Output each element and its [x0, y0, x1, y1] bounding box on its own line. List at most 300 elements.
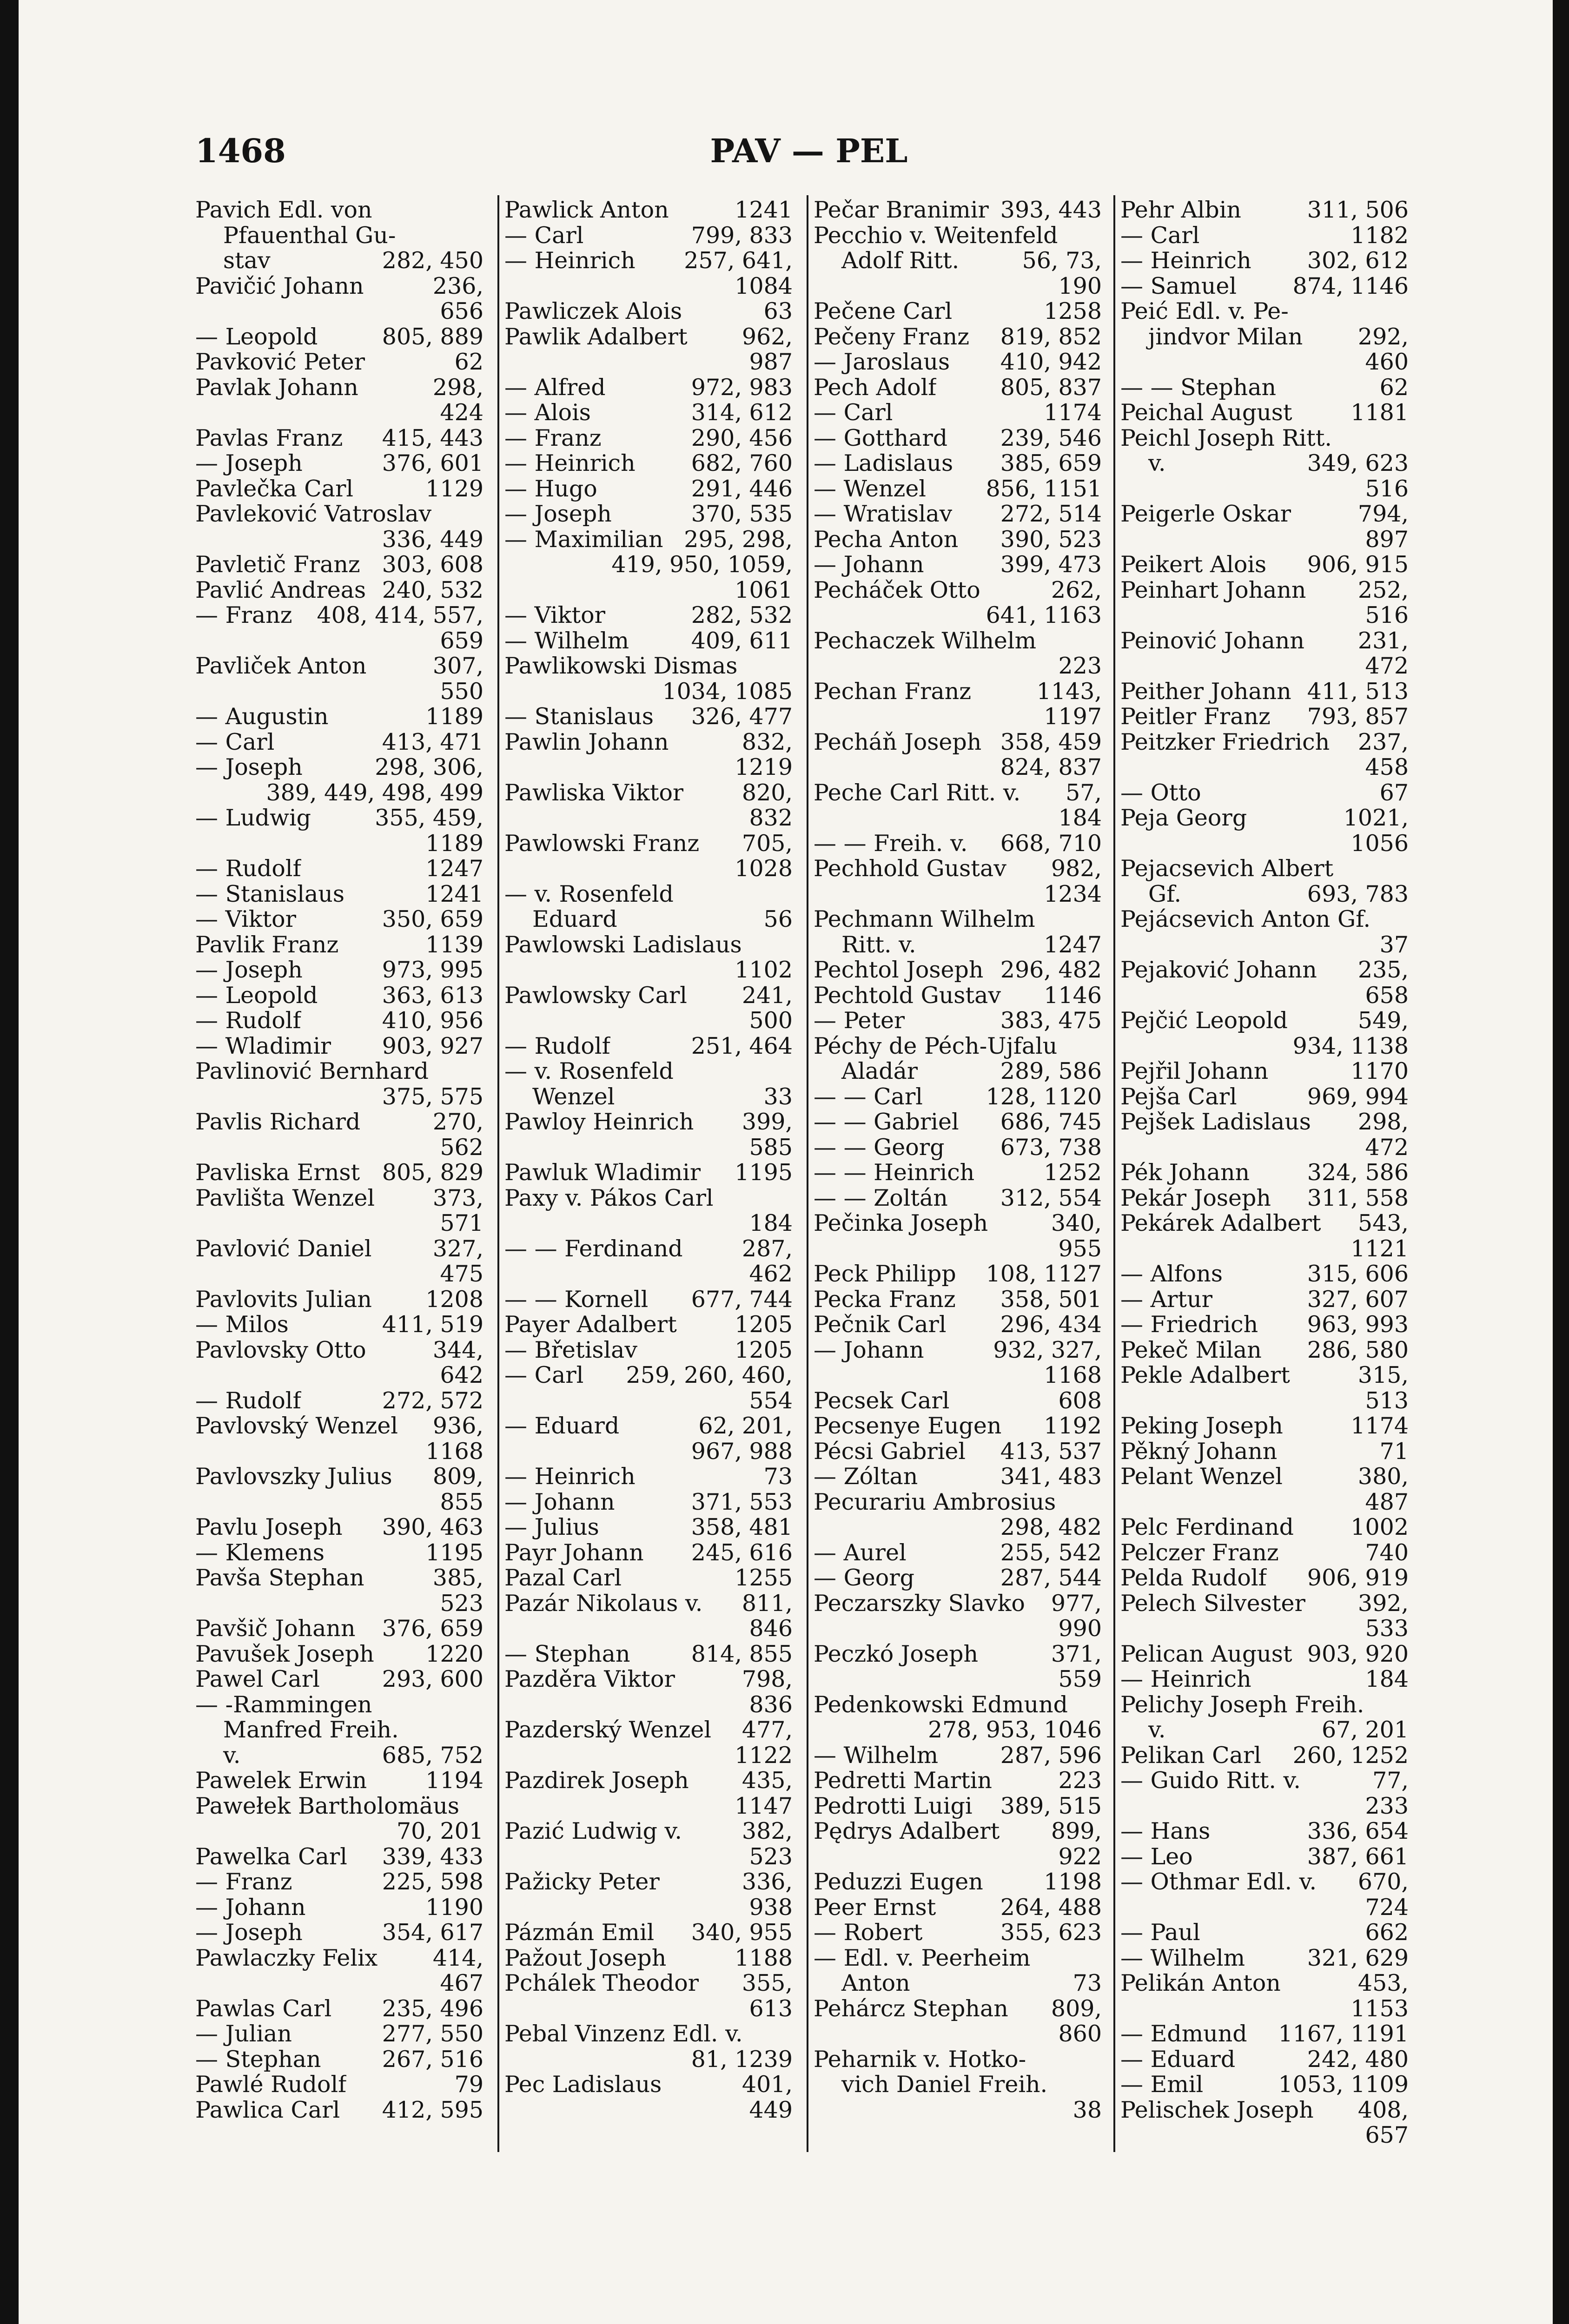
- index-entry: [814, 1287, 1102, 1313]
- index-entry: [1120, 2047, 1409, 2073]
- index-entry-name: Peitzker Friedrich: [1120, 729, 1330, 755]
- index-page-refs: 233: [1365, 1792, 1409, 1819]
- index-entry-name: Pelc Ferdinand: [1120, 1515, 1294, 1540]
- index-entry-name: — Paul: [1120, 1920, 1200, 1946]
- index-entry: [195, 1642, 483, 1667]
- index-entry: [195, 2072, 483, 2098]
- index-entry: [814, 451, 1102, 476]
- index-entry: [504, 1768, 793, 1794]
- index-entry: [195, 375, 483, 401]
- index-entry: [1120, 375, 1409, 401]
- index-entry-pages: 223: [1058, 1767, 1102, 1794]
- index-entry-name: Pawlowski Ladislaus: [504, 932, 742, 957]
- index-entry-name: Peer Ernst: [814, 1895, 936, 1920]
- index-entry-name: Pejšek Ladislaus: [1120, 1109, 1311, 1135]
- index-entry-pages: [1095, 907, 1102, 932]
- index-page-refs: 298, 482: [1000, 1514, 1102, 1540]
- index-entry-pages: 972, 983: [691, 374, 793, 401]
- index-entry-pages: [786, 2021, 793, 2047]
- index-entry-pages: 341, 483: [1000, 1463, 1102, 1490]
- index-page-refs: 38: [1072, 2096, 1102, 2123]
- index-entry: [814, 628, 1102, 654]
- index-entry: [504, 223, 793, 249]
- index-page-refs: 1153: [1351, 1995, 1409, 2022]
- index-entry: [1120, 907, 1409, 932]
- index-entry-name: — Julian: [195, 2021, 292, 2047]
- index-page-refs: 487: [1365, 1488, 1409, 1515]
- index-entry-name: Gf.: [1148, 881, 1182, 907]
- index-entry-pages: [786, 1186, 793, 1211]
- index-page-refs: 460: [1365, 349, 1409, 375]
- index-entry-name: Pawlik Adalbert: [504, 324, 688, 350]
- index-page-refs: 658: [1365, 982, 1409, 1009]
- index-entry: [1120, 1439, 1409, 1465]
- index-entry-name: — Wladimir: [195, 1033, 331, 1059]
- index-entry-name: — Wilhelm: [814, 1743, 939, 1768]
- index-entry-pages: [1402, 299, 1409, 324]
- index-entry-name: Pawlaczky Felix: [195, 1945, 378, 1971]
- index-entry-name: — Rudolf: [195, 1008, 301, 1034]
- index-entry: [1120, 1540, 1409, 1566]
- index-entry: [814, 1413, 1102, 1439]
- index-entry: [814, 1920, 1102, 1946]
- index-entry: [504, 1540, 793, 1566]
- index-entry: [1120, 1312, 1409, 1338]
- index-entry: [504, 1236, 793, 1262]
- index-entry-name: v.: [1148, 1717, 1166, 1743]
- index-entry-name: — — Zoltán: [814, 1185, 948, 1211]
- index-entry-pages: 314, 612: [691, 399, 793, 426]
- index-entry-name: Pelischek Joseph: [1120, 2097, 1314, 2123]
- index-entry: [504, 1971, 793, 1996]
- index-entry-pages: 355, 459,: [375, 805, 483, 831]
- index-entry-pages: 128, 1120: [986, 1083, 1102, 1110]
- index-entry-pages: 932, 327,: [993, 1336, 1102, 1363]
- index-entry-pages: 315,: [1357, 1362, 1409, 1388]
- index-entry-pages: 242, 480: [1307, 2046, 1409, 2073]
- index-entry-name: — — Georg: [814, 1135, 945, 1160]
- index-entry-name: Pavliček Anton: [195, 654, 367, 679]
- index-entry-name: — v. Rosenfeld: [504, 881, 674, 907]
- index-page-refs: 1147: [735, 1792, 793, 1819]
- index-entry-name: Peharnik v. Hotko-: [814, 2047, 1026, 2072]
- index-entry: [814, 1034, 1102, 1059]
- index-page-refs: 922: [1058, 1843, 1102, 1870]
- index-page-refs: 70, 201: [396, 1818, 483, 1844]
- index-entry: [504, 1160, 793, 1186]
- index-entry: [1120, 1413, 1409, 1439]
- index-entry-pages: 277, 550: [382, 2020, 483, 2047]
- index-entry: [195, 1692, 483, 1718]
- index-entry-name: Pěkný Johann: [1120, 1439, 1278, 1464]
- index-entry-pages: 63: [763, 298, 793, 324]
- index-entry: [814, 502, 1102, 527]
- index-entry-pages: 291, 446: [691, 475, 793, 502]
- index-entry-name: — Johann: [814, 552, 924, 578]
- index-entry-pages: 292,: [1357, 323, 1409, 350]
- index-entry-name: Pechtol Joseph: [814, 957, 984, 983]
- index-entry-name: Pawliczek Alois: [504, 299, 682, 324]
- index-entry: [814, 223, 1102, 249]
- index-entry-name: — Viktor: [195, 907, 297, 932]
- index-page-refs: 1061: [735, 576, 793, 603]
- index-entry-pages: 57,: [1066, 779, 1102, 806]
- index-entry-name: — Wratislav: [814, 502, 953, 527]
- index-entry-name: Pawliska Viktor: [504, 780, 684, 805]
- index-entry: [1120, 1084, 1409, 1110]
- index-entry: [814, 198, 1102, 223]
- index-entry: [195, 882, 483, 907]
- index-page-refs: 550: [440, 678, 483, 705]
- index-entry: [195, 578, 483, 603]
- index-entry: [814, 1946, 1102, 1971]
- index-page-refs: 375, 575: [382, 1083, 483, 1110]
- index-entry-name: — Aurel: [814, 1540, 907, 1565]
- index-page: [19, 0, 1553, 2324]
- index-page-refs: 659: [440, 627, 483, 654]
- index-entry-pages: 819, 852: [1000, 323, 1102, 350]
- index-entry-pages: 820,: [741, 779, 793, 806]
- index-page-refs: 855: [440, 1488, 483, 1515]
- index-entry-name: — Stanislaus: [195, 881, 345, 907]
- index-entry-name: Pawlick Anton: [504, 198, 669, 223]
- index-entry-name: — Leo: [1120, 1844, 1193, 1869]
- index-entry-name: — Franz: [195, 1869, 292, 1895]
- index-entry: [1120, 1363, 1409, 1388]
- index-entry: [1120, 502, 1409, 527]
- index-entry: [1120, 1642, 1409, 1667]
- index-entry: [504, 527, 793, 553]
- index-entry-pages: 235, 496: [382, 1995, 483, 2022]
- index-entry-name: Payr Johann: [504, 1540, 644, 1565]
- index-entry-pages: [1095, 628, 1102, 654]
- index-entry-pages: 349, 623: [1307, 450, 1409, 476]
- index-page-refs: 467: [440, 1970, 483, 1996]
- index-entry-pages: [477, 502, 483, 527]
- index-entry-name: — -Rammingen: [195, 1692, 372, 1717]
- index-entry-name: Pavleković Vatroslav: [195, 502, 432, 527]
- index-entry-pages: 874, 1146: [1292, 272, 1409, 299]
- index-entry-pages: [1095, 1034, 1102, 1059]
- index-entry-name: Pehr Albin: [1120, 198, 1241, 223]
- index-entry-name: Pekle Adalbert: [1120, 1363, 1290, 1388]
- index-entry-name: v.: [1148, 451, 1166, 476]
- index-entry: [1120, 198, 1409, 223]
- index-entry-pages: [786, 882, 793, 907]
- index-entry-pages: 67, 201: [1321, 1717, 1409, 1743]
- index-entry-name: Pečene Carl: [814, 299, 953, 324]
- index-entry-pages: 410, 942: [1000, 349, 1102, 375]
- index-entry-name: — Edl. v. Peerheim: [814, 1945, 1031, 1971]
- index-entry-pages: 411, 519: [382, 1311, 483, 1338]
- index-entry-pages: 963, 993: [1307, 1311, 1409, 1338]
- index-entry-pages: 1258: [1044, 298, 1102, 324]
- index-entry: [814, 1794, 1102, 1819]
- index-page-refs: 533: [1365, 1615, 1409, 1642]
- index-entry-pages: 358, 501: [1000, 1286, 1102, 1313]
- index-entry-pages: 67: [1379, 779, 1409, 806]
- index-entry-name: Pelda Rudolf: [1120, 1565, 1267, 1591]
- index-entry: [504, 1565, 793, 1591]
- index-entry-pages: 336,: [741, 1868, 793, 1895]
- index-entry-name: Eduard: [532, 907, 617, 932]
- index-entry-pages: 267, 516: [382, 2046, 483, 2073]
- index-entry-name: — Ludwig: [195, 805, 311, 831]
- index-entry-name: — Hans: [1120, 1819, 1211, 1844]
- index-entry-pages: 33: [763, 1083, 793, 1110]
- index-entry: [195, 1034, 483, 1059]
- index-entry-pages: 793, 857: [1307, 703, 1409, 730]
- index-entry-name: — Stanislaus: [504, 704, 654, 730]
- index-entry: [814, 1565, 1102, 1591]
- index-entry-name: Pavlovits Julian: [195, 1287, 372, 1312]
- index-entry-pages: 387, 661: [1307, 1843, 1409, 1870]
- index-entry: [814, 1540, 1102, 1566]
- index-entry: [1120, 1261, 1409, 1287]
- index-entry-name: Pavletič Franz: [195, 552, 360, 578]
- index-entry-name: Pec Ladislaus: [504, 2072, 662, 2098]
- index-entry-name: — Joseph: [195, 755, 303, 780]
- index-entry-pages: 307,: [432, 653, 483, 679]
- index-entry: [814, 1186, 1102, 1211]
- index-entry: [814, 983, 1102, 1009]
- index-entry-pages: 1021,: [1343, 805, 1409, 831]
- index-entry: [1120, 1338, 1409, 1363]
- index-page-refs: 1121: [1351, 1235, 1409, 1262]
- index-page-refs: 1122: [735, 1742, 793, 1769]
- index-entry-pages: 382,: [741, 1818, 793, 1844]
- index-entry: [504, 1186, 793, 1211]
- index-entry-name: — Maximilian: [504, 527, 663, 552]
- index-entry-pages: 79: [454, 2071, 483, 2098]
- index-entry: [195, 1667, 483, 1692]
- index-entry: [1120, 1920, 1409, 1946]
- index-entry-name: jindvor Milan: [1148, 324, 1303, 350]
- index-page-refs: 656: [440, 298, 483, 324]
- index-entry-pages: [477, 223, 483, 249]
- index-entry: [814, 1135, 1102, 1161]
- index-entry-pages: 272, 514: [1000, 501, 1102, 527]
- index-entry-name: Pavlik Franz: [195, 932, 339, 957]
- index-entry-pages: 383, 475: [1000, 1007, 1102, 1034]
- index-entry-name: v.: [223, 1743, 241, 1768]
- index-entry-name: — Carl: [504, 223, 584, 248]
- index-entry: [195, 1946, 483, 1971]
- index-entry: [1120, 856, 1409, 882]
- index-entry-pages: 794,: [1357, 501, 1409, 527]
- index-entry: [195, 1287, 483, 1313]
- index-entry-name: Pawelka Carl: [195, 1844, 347, 1869]
- index-entry: [195, 552, 483, 578]
- index-entry-pages: 71: [1379, 1438, 1409, 1465]
- index-entry-pages: 1220: [425, 1640, 483, 1667]
- index-entry-pages: 389, 515: [1000, 1792, 1102, 1819]
- index-entry-pages: 413, 537: [1000, 1438, 1102, 1465]
- index-entry: [1120, 882, 1409, 907]
- index-entry-name: Pechaczek Wilhelm: [814, 628, 1037, 654]
- index-entry-pages: 685, 752: [382, 1742, 483, 1769]
- index-entry-pages: 1198: [1044, 1868, 1102, 1895]
- index-entry-name: Pechhold Gustav: [814, 856, 1006, 882]
- index-entry: [195, 2021, 483, 2047]
- index-entry-name: Pavlišta Wenzel: [195, 1185, 375, 1211]
- index-entry: [504, 1084, 793, 1110]
- index-entry-pages: [1095, 223, 1102, 249]
- index-entry-pages: 1170: [1351, 1058, 1409, 1084]
- index-entry-name: Pecháň Joseph: [814, 729, 982, 755]
- index-entry-pages: 1195: [735, 1159, 793, 1186]
- index-entry: [814, 957, 1102, 983]
- index-entry: [814, 1439, 1102, 1465]
- index-entry-name: — — Heinrich: [814, 1160, 975, 1186]
- index-entry-pages: [477, 1794, 483, 1819]
- index-entry-name: Peither Johann: [1120, 679, 1291, 704]
- index-entry-pages: 376, 601: [382, 450, 483, 476]
- index-entry-name: Aladár: [841, 1059, 918, 1084]
- index-entry: [1120, 1844, 1409, 1870]
- index-entry-name: — Ladislaus: [814, 451, 953, 476]
- index-entry-pages: [1095, 2072, 1102, 2098]
- index-entry-pages: [1095, 1490, 1102, 1515]
- index-entry-pages: 298,: [432, 374, 483, 401]
- index-entry-name: — Friedrich: [1120, 1312, 1258, 1338]
- index-entry-name: — Eduard: [504, 1413, 620, 1439]
- index-entry-name: — Heinrich: [504, 451, 636, 476]
- index-entry-name: — Carl: [504, 1363, 584, 1388]
- index-entry: [1120, 1692, 1409, 1718]
- index-entry: [195, 1717, 483, 1743]
- index-page-refs: 967, 988: [691, 1438, 793, 1465]
- running-head: PAV — PEL: [710, 132, 908, 170]
- index-entry: [195, 1008, 483, 1034]
- index-entry-name: Pelican August: [1120, 1641, 1292, 1667]
- index-entry-pages: 670,: [1357, 1868, 1409, 1895]
- index-entry: [1120, 1869, 1409, 1895]
- index-page-refs: 184: [1058, 805, 1102, 831]
- index-entry-pages: 358, 459: [1000, 728, 1102, 755]
- index-entry-name: — Leopold: [195, 324, 318, 350]
- index-entry-name: — Heinrich: [504, 1464, 636, 1490]
- index-entry-pages: 899,: [1051, 1818, 1102, 1844]
- index-entry-pages: 969, 994: [1307, 1083, 1409, 1110]
- index-entry: [504, 730, 793, 755]
- index-entry-name: Pelikán Anton: [1120, 1971, 1281, 1996]
- index-entry: [195, 704, 483, 730]
- index-entry: [504, 299, 793, 324]
- index-entry-pages: 1208: [425, 1286, 483, 1313]
- index-entry: [504, 780, 793, 806]
- index-entry-name: Pavlovszky Julius: [195, 1464, 392, 1490]
- index-entry-pages: 973, 995: [382, 957, 483, 983]
- index-entry-pages: 315, 606: [1307, 1261, 1409, 1287]
- index-entry-pages: 272, 572: [382, 1387, 483, 1414]
- index-entry-pages: 608: [1058, 1387, 1102, 1414]
- index-entry-pages: 56: [763, 906, 793, 932]
- index-entry: [814, 578, 1102, 603]
- index-entry: [504, 704, 793, 730]
- index-entry-name: — Carl: [1120, 223, 1200, 248]
- index-entry-name: Ritt. v.: [841, 932, 916, 957]
- index-entry-name: Pebal Vinzenz Edl. v.: [504, 2021, 743, 2047]
- index-entry: [504, 502, 793, 527]
- index-entry-pages: 62, 201,: [698, 1413, 793, 1439]
- index-entry-pages: 1174: [1044, 399, 1102, 426]
- index-entry-name: — — Freih. v.: [814, 831, 968, 856]
- index-entry-name: — Emil: [1120, 2072, 1204, 2098]
- index-entry-name: Pawlowsky Carl: [504, 983, 687, 1008]
- index-entry: [504, 1059, 793, 1084]
- index-entry-name: — — Gabriel: [814, 1109, 959, 1135]
- index-page-refs: 472: [1365, 1134, 1409, 1161]
- index-entry-pages: 798,: [741, 1666, 793, 1692]
- index-entry-pages: 264, 488: [1000, 1894, 1102, 1921]
- index-entry-name: Pedenkowski Edmund: [814, 1692, 1068, 1717]
- index-entry-pages: [477, 1717, 483, 1743]
- index-entry: [1120, 2072, 1409, 2098]
- index-page-refs: 37: [1379, 931, 1409, 958]
- index-entry-pages: 1143,: [1036, 678, 1102, 705]
- index-entry: [504, 1338, 793, 1363]
- index-entry-pages: 355, 623: [1000, 1919, 1102, 1946]
- index-page-refs: 523: [440, 1590, 483, 1617]
- index-entry-name: Pchálek Theodor: [504, 1971, 699, 1996]
- index-page-refs: 554: [749, 1387, 793, 1414]
- index-entry: [814, 1591, 1102, 1617]
- index-entry-pages: 108, 1127: [986, 1261, 1102, 1287]
- index-entry: [504, 1413, 793, 1439]
- index-entry: [504, 907, 793, 932]
- index-entry-pages: 1129: [425, 475, 483, 502]
- index-entry-pages: 354, 617: [382, 1919, 483, 1946]
- index-entry-pages: [1402, 907, 1409, 932]
- index-page-refs: 724: [1365, 1894, 1409, 1921]
- index-page-refs: 1234: [1044, 880, 1102, 907]
- index-entry-pages: 302, 612: [1307, 247, 1409, 274]
- index-entry-pages: 686, 745: [1000, 1109, 1102, 1135]
- index-page-refs: 559: [1058, 1666, 1102, 1692]
- index-entry: [814, 1642, 1102, 1667]
- index-entry: [1120, 223, 1409, 249]
- index-entry-name: — Viktor: [504, 603, 606, 628]
- index-entry-pages: 399, 473: [1000, 551, 1102, 578]
- index-column-1: [195, 198, 483, 2123]
- index-page-refs: 223: [1058, 653, 1102, 679]
- index-entry-name: Pecha Anton: [814, 527, 959, 552]
- index-page-refs: 562: [440, 1134, 483, 1161]
- index-entry: [814, 780, 1102, 806]
- index-entry-pages: 295, 298,: [684, 526, 793, 553]
- index-entry: [814, 1464, 1102, 1490]
- index-entry-pages: 73: [763, 1463, 793, 1490]
- index-entry: [814, 1312, 1102, 1338]
- index-entry-name: — Stephan: [195, 2047, 321, 2072]
- index-page-refs: 1028: [735, 855, 793, 882]
- index-entry: [195, 248, 483, 274]
- index-page-refs: 990: [1058, 1615, 1102, 1642]
- index-entry: [1120, 730, 1409, 755]
- index-entry: [1120, 1464, 1409, 1490]
- index-entry-pages: 1189: [425, 703, 483, 730]
- index-entry-name: — Rudolf: [504, 1033, 610, 1059]
- index-entry: [814, 400, 1102, 426]
- index-entry-name: Pelant Wenzel: [1120, 1464, 1283, 1490]
- index-entry-name: Pechmann Wilhelm: [814, 907, 1035, 932]
- index-entry-pages: 237,: [1357, 728, 1409, 755]
- index-entry-name: — Joseph: [195, 451, 303, 476]
- index-entry-pages: 1174: [1351, 1413, 1409, 1439]
- index-entry: [1120, 780, 1409, 806]
- index-entry: [1120, 2098, 1409, 2123]
